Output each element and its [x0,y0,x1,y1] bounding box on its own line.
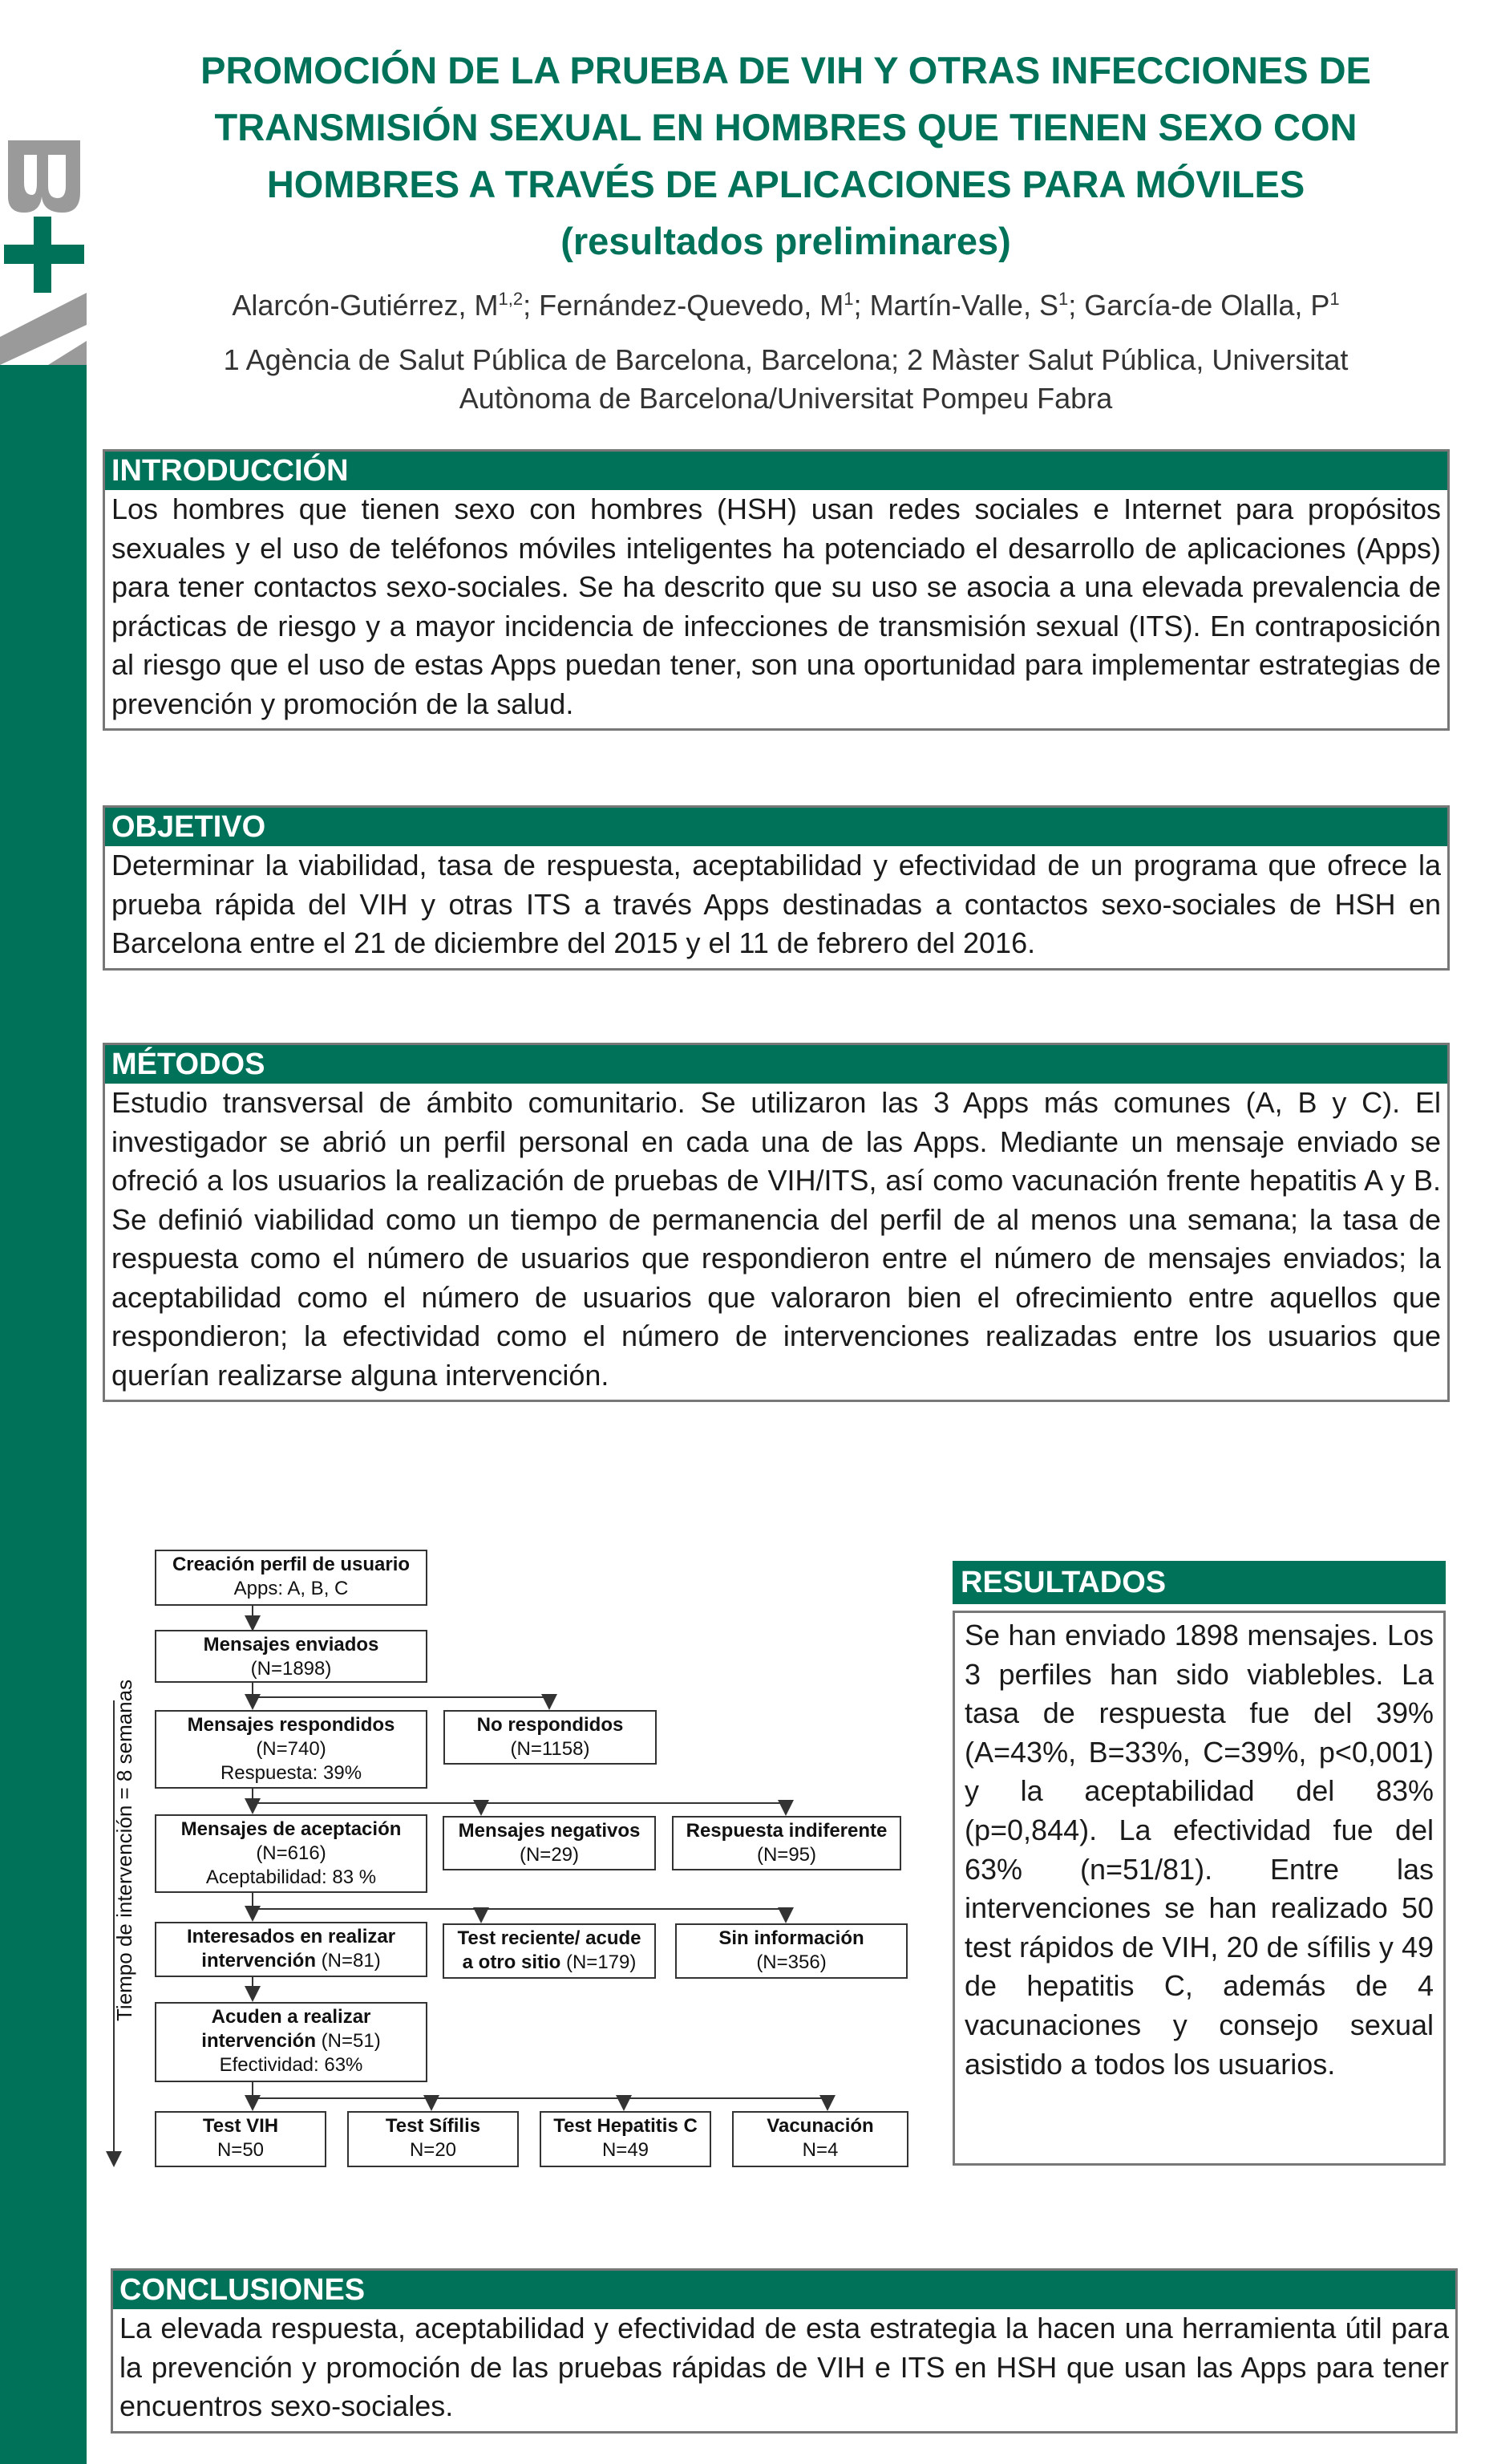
box-sin-info [675,1923,908,1979]
box-sub: N=50 [216,2139,265,2161]
box-title: Vacunación [767,2115,874,2137]
box-title: Test VIH [202,2115,279,2137]
sidebar [0,0,87,2464]
time-axis-label: Tiempo de intervención = 8 semanas [112,1679,136,2021]
affiliation-line-2: Autònoma de Barcelona/Universitat Pompeu Fabra [459,382,1113,415]
box-title: intervención [201,2030,316,2052]
section-heading: CONCLUSIONES [113,2271,1455,2309]
box-sub: N=49 [601,2139,649,2161]
box-test-hepatitis [540,2111,711,2167]
box-sub: (N=740) [256,1738,326,1760]
author-affil: 1 [1329,289,1340,309]
box-title: Test Hepatitis C [553,2115,698,2137]
section-conclusiones [111,2268,1458,2434]
section-heading: MÉTODOS [105,1045,1447,1084]
box-title: intervención [201,1950,316,1972]
box-title: Interesados en realizar [186,1926,396,1947]
box-sub: (N=29) [519,1844,580,1866]
box-sub: (N=51) [321,2030,381,2052]
section-text: Los hombres que tienen sexo con hombres (HSH) usan redes sociales e Internet para propósitos sexuales y el uso de teléfonos móviles inteligentes ha potenciado el desarrollo de aplicaciones (Apps) para tener contactos sexo-sociales. Se ha descrito que su uso se asocia a una elevada prevalencia de prácticas de riesgo y a mayor incidencia de infecciones de transmisión sexual (ITS). En contraposición al riesgo que el uso de estas Apps puedan tener, son una oportunidad para implementar estrategias de prevención y promoción de la salud. [111,492,1441,720]
box-sub: N=4 [802,2139,839,2161]
box-title: a otro sitio [462,1951,561,1973]
box-test-sifilis [347,2111,519,2167]
section-resultados-text: Se han enviado 1898 mensajes. Los 3 perfiles han sido viablebles. La tasa de respuesta fue del 39% (A=43%, B=33%, C=39%, p<0,001) y la aceptabilidad del 83% (p=0,844). La efectividad fue del 63% (n=51/81). Entre las intervenciones se han realizado 50 test rápidos de VIH, 20 de sífilis y 49 de hepatitis C, además de 4 vacunaciones y consejo sexual asistido a todos los usuarios. [953,1611,1446,2166]
flowchart [96,1540,914,2182]
box-title: Mensajes respondidos [187,1714,395,1736]
box-acuden [155,2002,427,2082]
author-affil: 1,2 [498,289,524,309]
author-sep: ; [853,289,870,322]
box-title: Test Sífilis [385,2115,481,2137]
box-sub: (N=81) [321,1950,381,1972]
title-subtitle: (resultados preliminares) [560,220,1011,262]
box-sub: (N=1158) [510,1738,590,1760]
title-line-3: HOMBRES A TRAVÉS DE APLICACIONES PARA MÓVILES [266,163,1305,205]
box-sub: Aceptabilidad: 83 % [205,1866,377,1888]
box-negativos [443,1816,656,1870]
title-line-1: PROMOCIÓN DE LA PRUEBA DE VIH Y OTRAS INFECCIONES DE [200,49,1371,91]
box-reciente [443,1923,656,1979]
sidebar-bar [0,365,87,2464]
box-title: Mensajes de aceptación [180,1818,402,1840]
box-title: Acuden a realizar [211,2006,371,2028]
author-name: Fernández-Quevedo, M [539,289,844,322]
box-sub: N=20 [409,2139,457,2161]
section-metodos [103,1043,1450,1402]
box-aceptacion [155,1814,427,1893]
box-respondidos [155,1710,427,1789]
box-title: Sin información [718,1927,864,1949]
poster-title [120,42,1451,270]
author-sep: ; [523,289,540,322]
box-sub: (N=179) [565,1951,637,1973]
box-interesados [155,1922,427,1977]
section-resultados-heading: RESULTADOS [953,1561,1446,1604]
box-sub: (N=1898) [250,1658,332,1680]
box-creacion [155,1550,427,1606]
section-introduccion [103,449,1450,731]
box-title: Mensajes enviados [203,1634,379,1656]
author-affil: 1 [844,289,854,309]
affiliations [120,341,1451,418]
logo-icon [0,0,87,369]
box-sub: (N=616) [256,1842,326,1864]
box-sub: (N=95) [756,1844,817,1866]
box-sub: Respuesta: 39% [220,1762,362,1784]
box-sub: Efectividad: 63% [219,2054,363,2076]
box-title: Test reciente/ acude [457,1927,641,1949]
box-no-respondidos [443,1710,657,1765]
title-line-2: TRANSMISIÓN SEXUAL EN HOMBRES QUE TIENEN SEXO CON [214,106,1357,148]
box-title: Creación perfil de usuario [172,1554,411,1575]
box-sub: (N=356) [756,1951,827,1973]
section-objetivo [103,805,1450,971]
author-affil: 1 [1058,289,1069,309]
box-title: No respondidos [476,1714,624,1736]
section-text: La elevada respuesta, aceptabilidad y efectividad de esta estrategia la hacen una herramienta útil para la prevención y promoción de las pruebas rápidas de VIH e ITS en HSH que usan las Apps para tener encuentros sexo-sociales. [119,2312,1449,2422]
box-test-vih [155,2111,326,2167]
box-sub: Apps: A, B, C [233,1578,349,1599]
section-heading: OBJETIVO [105,808,1447,846]
author-sep: ; [1068,289,1085,322]
box-title: Respuesta indiferente [686,1820,888,1842]
author-name: García-de Olalla, P [1084,289,1330,322]
affiliation-line-1: 1 Agència de Salut Pública de Barcelona, Barcelona; 2 Màster Salut Pública, Universitat [223,343,1349,376]
section-text: Estudio transversal de ámbito comunitario. Se utilizaron las 3 Apps más comunes (A, B y C). El investigador se abrió un perfil personal en cada una de las Apps. Mediante un mensaje enviado se ofreció a los usuarios la realización de pruebas de VIH/ITS, así como vacunación frente hepatitis A y B. Se definió viabilidad como un tiempo de permanencia del perfil de al menos una semana; la tasa de respuesta como el número de usuarios que respondieron entre el número de mensajes enviados; la aceptabilidad como el número de usuarios que valoraron bien el ofrecimiento entre aquellos que respondieron; la efectividad como el número de intervenciones realizadas entre los usuarios que querían realizarse alguna intervención. [111,1086,1441,1392]
box-vacunacion [732,2111,908,2167]
author-name: Alarcón-Gutiérrez, M [232,289,499,322]
authors [120,289,1451,322]
box-title: Mensajes negativos [458,1820,641,1842]
section-heading: INTRODUCCIÓN [105,452,1447,490]
box-enviados [155,1630,427,1683]
box-indiferente [672,1816,901,1870]
author-name: Martín-Valle, S [869,289,1058,322]
section-text: Determinar la viabilidad, tasa de respuesta, aceptabilidad y efectividad de un programa que ofrece la prueba rápida del VIH y otras ITS a través Apps destinadas a contactos sexo-sociales de HSH en Barcelona entre el 21 de diciembre del 2015 y el 11 de febrero del 2016. [111,849,1441,959]
